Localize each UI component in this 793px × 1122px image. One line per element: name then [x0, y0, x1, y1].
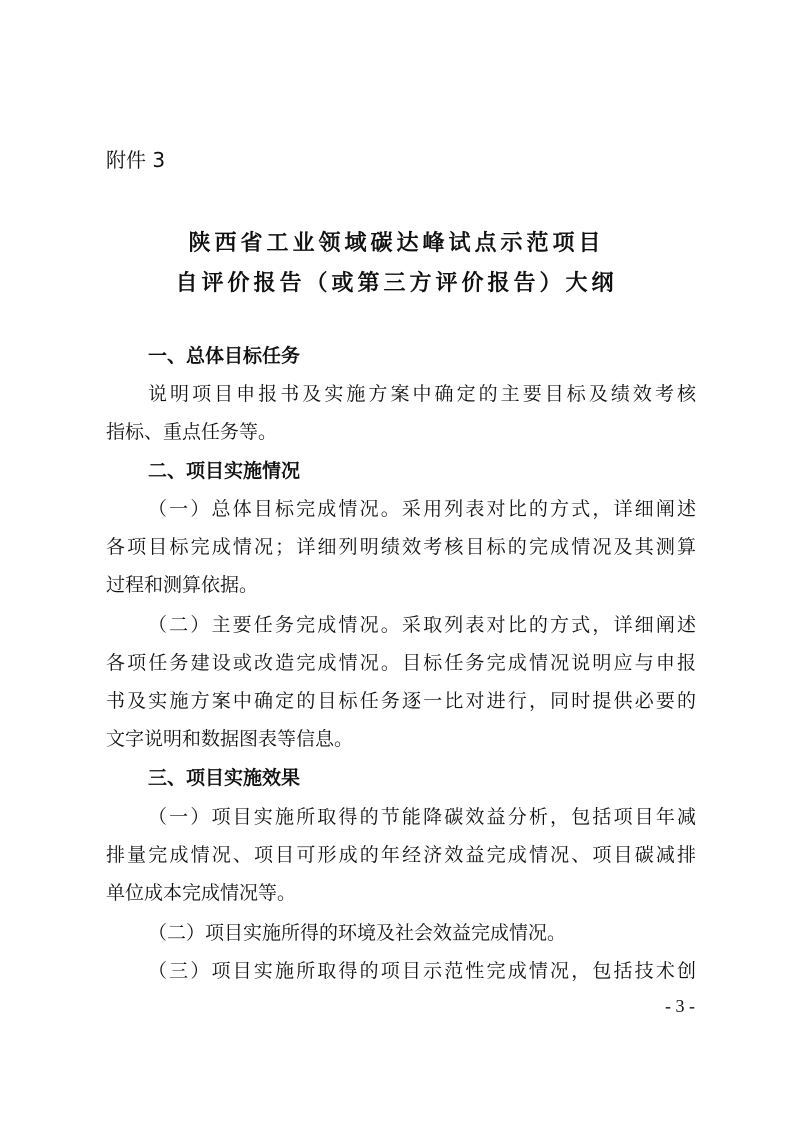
- paragraph-line: 指标、重点任务等。: [106, 421, 278, 443]
- page-number: - 3 -: [665, 996, 695, 1016]
- paragraph-line: （三）项目实施所取得的项目示范性完成情况，包括技术创: [148, 960, 696, 982]
- section-heading-3: 三、项目实施效果: [148, 767, 301, 789]
- paragraph-line: （一）总体目标完成情况。采用列表对比的方式，详细阐述: [148, 498, 696, 520]
- paragraph-line: 单位成本完成情况等。: [106, 882, 297, 904]
- paragraph-line: （二）项目实施所得的环境及社会效益完成情况。: [148, 922, 567, 944]
- paragraph-line: 各项目标完成情况；详细列明绩效考核目标的完成情况及其测算: [106, 536, 696, 558]
- paragraph-line: 排量完成情况、项目可形成的年经济效益完成情况、项目碳减排: [106, 844, 696, 866]
- attachment-label: 附件 3: [106, 148, 166, 172]
- paragraph-line: （一）项目实施所取得的节能降碳效益分析，包括项目年减: [148, 806, 696, 828]
- paragraph-line: （二）主要任务完成情况。采取列表对比的方式，详细阐述: [148, 614, 696, 636]
- paragraph-line: 说明项目申报书及实施方案中确定的主要目标及绩效考核: [148, 383, 696, 405]
- section-heading-1: 一、总体目标任务: [148, 345, 301, 367]
- document-title-line-1: 陕西省工业领域碳达峰试点示范项目: [188, 230, 605, 256]
- paragraph-line: 各项任务建设或改造完成情况。目标任务完成情况说明应与申报: [106, 652, 696, 674]
- paragraph-line: 过程和测算依据。: [106, 574, 259, 596]
- document-title-line-2: 自评价报告（或第三方评价报告）大纲: [175, 270, 618, 296]
- paragraph-line: 书及实施方案中确定的目标任务逐一比对进行，同时提供必要的: [106, 690, 696, 712]
- paragraph-line: 文字说明和数据图表等信息。: [106, 728, 354, 750]
- section-heading-2: 二、项目实施情况: [148, 460, 301, 482]
